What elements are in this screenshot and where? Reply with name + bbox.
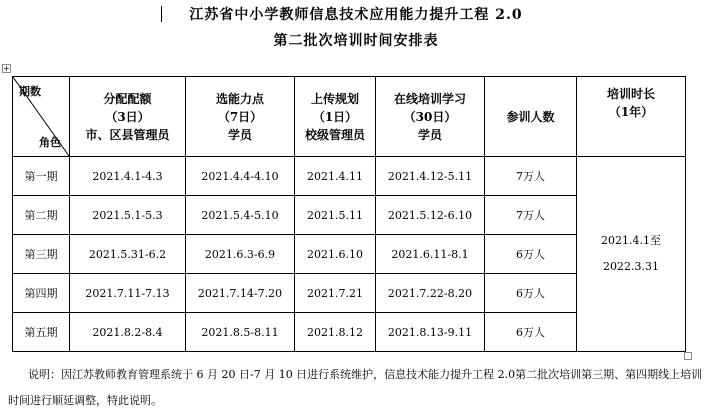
header-online-training: 在线培训学习 （30日） 学员: [376, 77, 485, 157]
date-cell: 2021.5.12-6.10: [376, 196, 485, 235]
date-cell: 2021.5.11: [295, 196, 376, 235]
table-move-handle-icon[interactable]: [2, 64, 11, 73]
date-cell: 2021.7.11-7.13: [70, 274, 186, 313]
period-cell: 第二期: [13, 196, 70, 235]
header-select-ability: 选能力点 （7日） 学员: [186, 77, 295, 157]
date-cell: 2021.7.14-7.20: [186, 274, 295, 313]
date-cell: 2021.5.1-5.3: [70, 196, 186, 235]
date-cell: 2021.8.13-9.11: [376, 313, 485, 352]
period-cell: 第一期: [13, 157, 70, 196]
count-cell: 6万人: [485, 235, 577, 274]
count-cell: 7万人: [485, 157, 577, 196]
date-cell: 2021.4.1-4.3: [70, 157, 186, 196]
header-participants: 参训人数: [485, 77, 577, 157]
date-cell: 2021.6.11-8.1: [376, 235, 485, 274]
date-cell: 2021.5.31-6.2: [70, 235, 186, 274]
date-cell: 2021.7.21: [295, 274, 376, 313]
date-cell: 2021.4.4-4.10: [186, 157, 295, 196]
duration-cell: 2021.4.1至 2022.3.31: [577, 157, 686, 352]
corner-period-label: 期数: [19, 85, 41, 98]
count-cell: 6万人: [485, 274, 577, 313]
footnote: 说明：因江苏教师教育管理系统于 6 月 20 日-7 月 10 日进行系统维护，信息技术能力提升工程 2.0第二批次培训第三期、第四期线上培训时间进行顺延调整，特此说明。: [8, 368, 703, 407]
date-cell: 2021.7.22-8.20: [376, 274, 485, 313]
period-cell: 第三期: [13, 235, 70, 274]
date-cell: 2021.4.12-5.11: [376, 157, 485, 196]
date-cell: 2021.4.11: [295, 157, 376, 196]
document-title: 江苏省中小学教师信息技术应用能力提升工程 2.0: [189, 7, 523, 23]
table-resize-handle[interactable]: [684, 352, 692, 360]
count-cell: 6万人: [485, 313, 577, 352]
date-cell: 2021.8.5-8.11: [186, 313, 295, 352]
schedule-table: [12, 76, 686, 352]
header-upload-plan: 上传规划 （1日） 校级管理员: [295, 77, 376, 157]
header-allocate-quota: 分配配额 （3日） 市、区县管理员: [70, 77, 186, 157]
corner-role-label: 角色: [39, 136, 61, 149]
count-cell: 7万人: [485, 196, 577, 235]
date-cell: 2021.6.10: [295, 235, 376, 274]
date-cell: 2021.5.4-5.10: [186, 196, 295, 235]
date-cell: 2021.8.12: [295, 313, 376, 352]
table-row: [13, 157, 686, 196]
corner-header-cell: [13, 77, 70, 157]
document-subtitle: 第二批次培训时间安排表: [273, 33, 439, 49]
header-training-duration: 培训时长 （1年）: [577, 77, 686, 157]
period-cell: 第四期: [13, 274, 70, 313]
date-cell: 2021.8.2-8.4: [70, 313, 186, 352]
period-cell: 第五期: [13, 313, 70, 352]
date-cell: 2021.6.3-6.9: [186, 235, 295, 274]
